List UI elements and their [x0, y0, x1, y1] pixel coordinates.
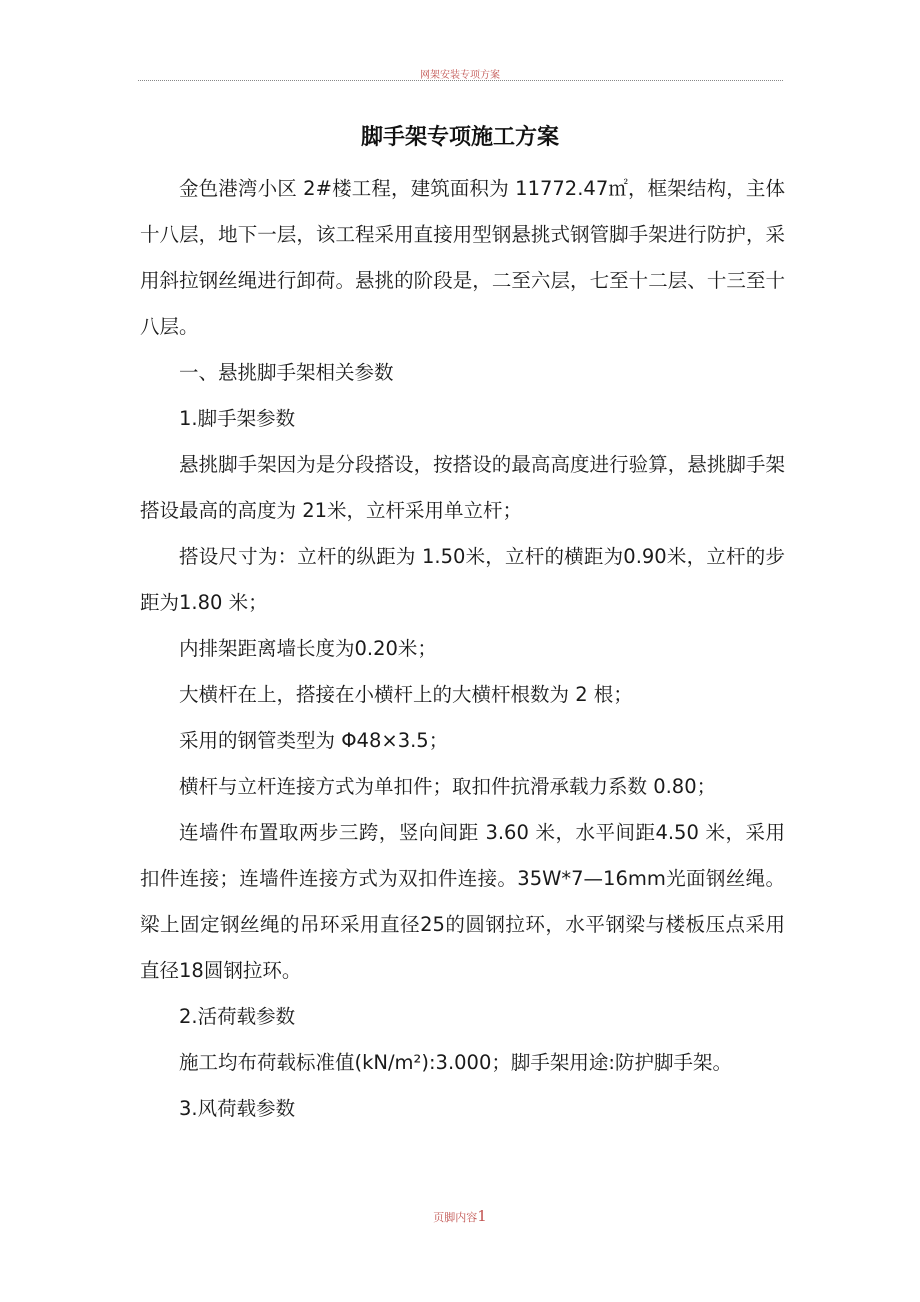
page-footer: [0, 1206, 920, 1225]
header-divider: [138, 80, 783, 81]
footer-label: 页脚内容: [433, 1211, 478, 1224]
intro-paragraph: 金色港湾小区 2#楼工程，建筑面积为 11772.47㎡，框架结构，主体十八层，地下一层，该工程采用直接用型钢悬挑式钢管脚手架进行防护，采用斜拉钢丝绳进行卸荷。悬挑的阶段是，二至六层，七至十二层、十三至十八层。: [140, 177, 785, 338]
body-paragraph: 搭设尺寸为：立杆的纵距为 1.50米，立杆的横距为0.90米，立杆的步距为1.80 米；: [140, 545, 785, 614]
document-title: 脚手架专项施工方案: [360, 125, 559, 150]
body-paragraph: 采用的钢管类型为 Φ48×3.5；: [179, 729, 449, 752]
running-header: 网架安装专项方案: [420, 70, 500, 81]
document-body: [140, 166, 785, 1132]
body-paragraph: 施工均布荷载标准值(kN/m²):3.000；脚手架用途:防护脚手架。: [179, 1051, 732, 1074]
body-paragraph: 悬挑脚手架因为是分段搭设，按搭设的最高高度进行验算，悬挑脚手架搭设最高的高度为 21米，立杆采用单立杆；: [140, 453, 785, 522]
body-paragraph: 大横杆在上，搭接在小横杆上的大横杆根数为 2 根；: [179, 683, 633, 706]
subsection-heading: 2.活荷载参数: [179, 1005, 296, 1028]
body-paragraph: 连墙件布置取两步三跨，竖向间距 3.60 米，水平间距4.50 米，采用扣件连接；连墙件连接方式为双扣件连接。35W*7—16mm光面钢丝绳。梁上固定钢丝绳的吊环采用直径25的圆钢拉环，水平钢梁与楼板压点采用直径18圆钢拉环。: [140, 821, 785, 982]
section-heading: 一、悬挑脚手架相关参数: [179, 361, 394, 384]
page-number: 1: [477, 1207, 487, 1225]
subsection-heading: 1.脚手架参数: [179, 407, 296, 430]
subsection-heading: 3.风荷载参数: [179, 1097, 296, 1120]
body-paragraph: 内排架距离墙长度为0.20米；: [179, 637, 437, 660]
body-paragraph: 横杆与立杆连接方式为单扣件；取扣件抗滑承载力系数 0.80；: [179, 775, 717, 798]
